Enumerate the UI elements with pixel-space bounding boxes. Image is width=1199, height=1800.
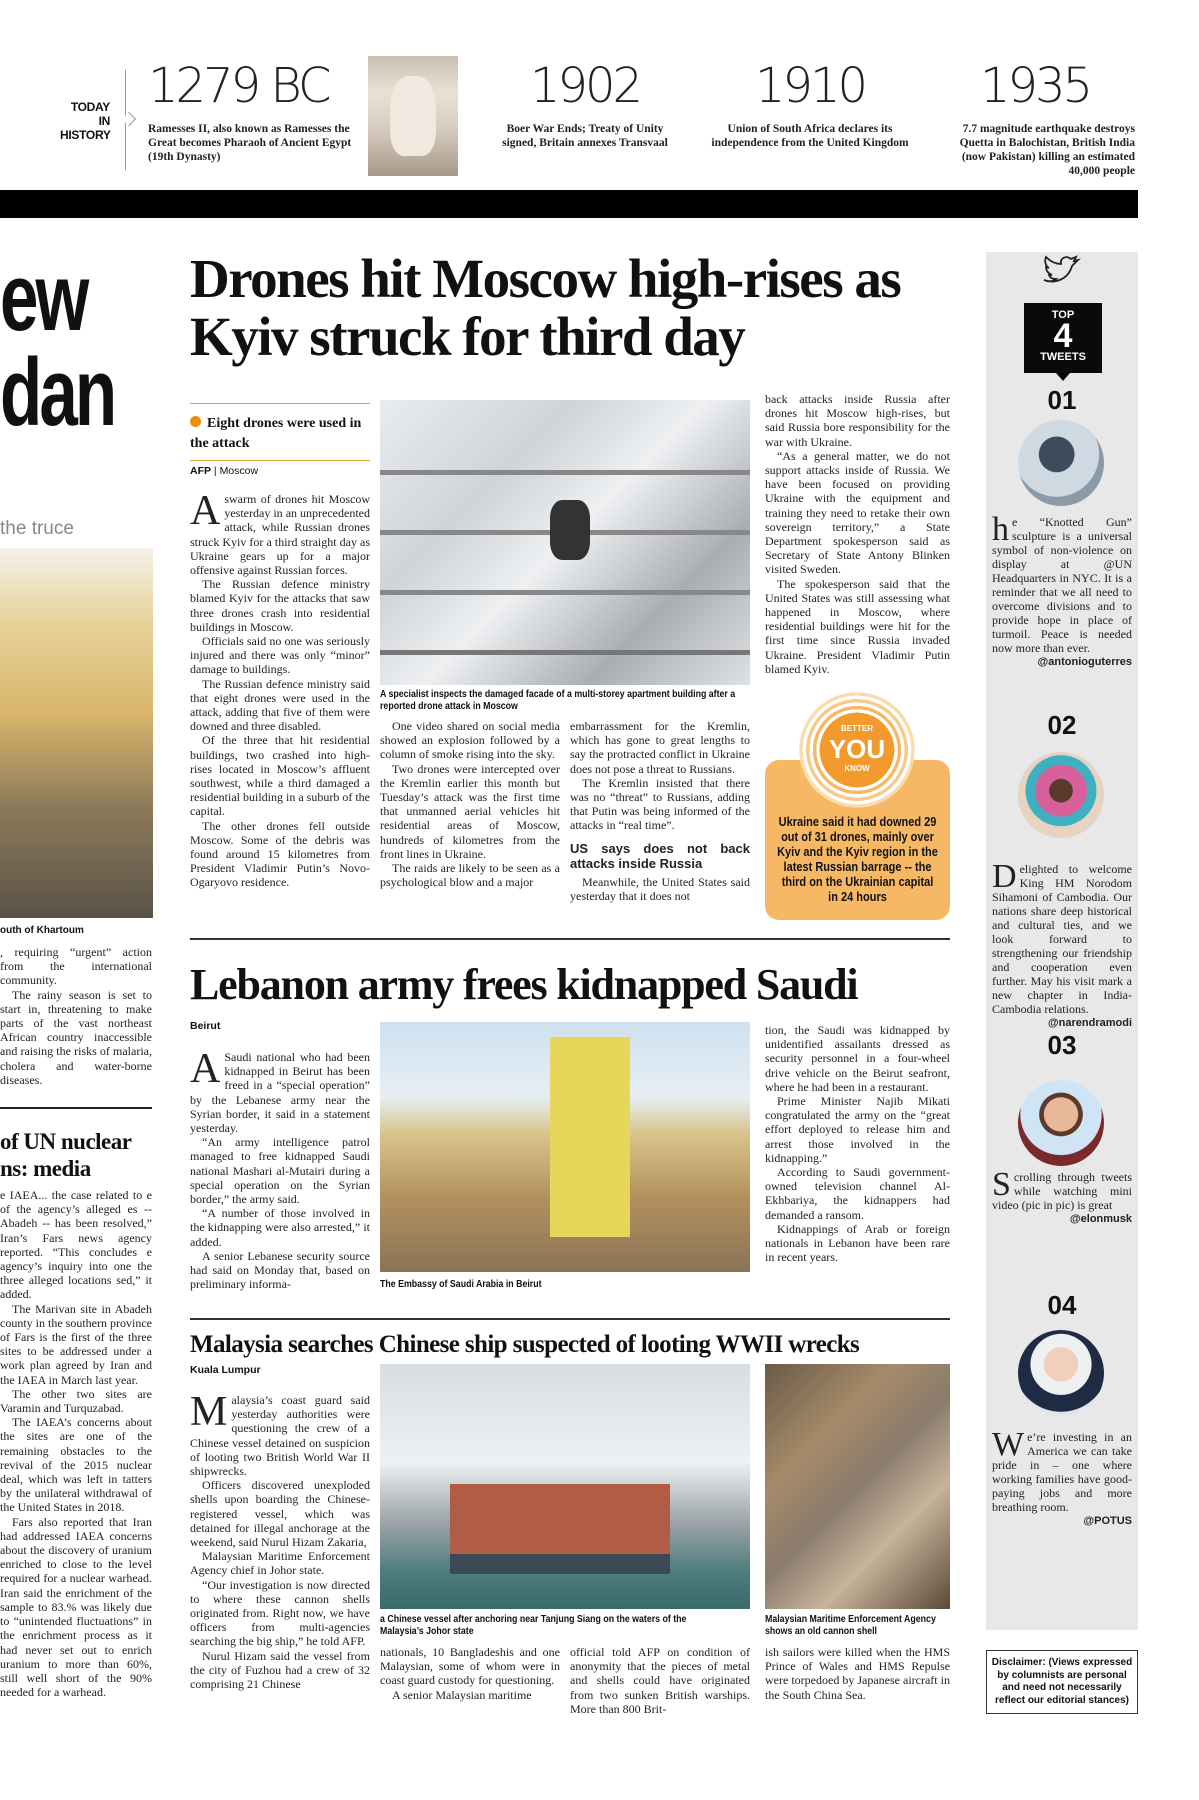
paragraph: The other drones fell outside Moscow. Some of the debris was found around 15 kilometres from President Vladimir Putin’s Novo-Ogaryovo residence. (190, 818, 370, 890)
tweet-body: elighted to welcome King HM Norodom Sihamoni of Cambodia. Our nations share deep historical and cultural ties, and we look forward to strengthening our friendship and cooperation even further. May his visit mark a new chapter in India-Cambodia relations. (992, 862, 1132, 1016)
event-year: 1279 BC (148, 58, 329, 114)
paragraph: Two drones were intercepted over the Kremlin earlier this month but Tuesday’s attack was the first time that unmanned aerial vehicles hit residential areas of Moscow, hundreds of kilometres from the front lines in Ukraine. (380, 761, 560, 861)
paragraph: Officers discovered unexploded shells upon boarding the Chinese-registered vessel, which was detained for illegal anchorage at the weekend, said Nurul Hizam Zakaria, (190, 1478, 370, 1550)
photo-caption: outh of Khartoum (0, 925, 84, 936)
twitter-bird-icon (1040, 254, 1084, 296)
fact-text: Ukraine said it had downed 29 out of 31 drones, mainly over Kyiv and the Kyiv region in the latest Russian barrage -- the third on the Ukrainian capital in 24 hours (777, 815, 938, 904)
disclaimer: Disclaimer: (Views expressed by columnists are personal and need not necessarily reflect our editorial stances) (986, 1650, 1138, 1714)
lebanon-col-1 (190, 1046, 370, 1292)
malaysia-col-2 (380, 1645, 560, 1702)
paragraph-text: alaysia’s coast guard said yesterday authorities were questioning the crew of a Chinese vessel detained on suspicion of looting two British World War II shipwrecks. (190, 1393, 370, 1479)
tweet-text (992, 511, 1132, 669)
badge-bottom: TWEETS (1040, 351, 1086, 363)
photo-caption: A specialist inspects the damaged facade of a multi-storey apartment building after a reported drone attack in Moscow (380, 689, 736, 712)
paragraph: A senior Lebanese security source had said on Monday that, based on preliminary informa- (190, 1248, 370, 1292)
dateline: Kuala Lumpur (190, 1364, 261, 1376)
paragraph: Officials said no one was seriously injured and there was only “minor” damage to buildings. (190, 634, 370, 677)
drop-cap: M (190, 1389, 228, 1435)
badge-bottom: KNOW (844, 764, 870, 773)
event-year: 1902 (529, 58, 641, 114)
byline-agency: AFP (190, 465, 211, 477)
paragraph: The IAEA’s concerns about the sites are one of the remaining obstacles to the revival of the 2015 nuclear deal, which was left in tatters by the unilateral withdrawal of the United States in 2018. (0, 1415, 152, 1515)
paragraph: Fars also reported that Iran had addressed IAEA concerns about the discovery of uranium enriched to close to the level required for a nuclear warhead. Iran said the enrichment of the sample to 83.% was likely due to “unintended fluctuations” in the enrichment process as it had never set out to enrich uranium to more than 60%, still well short of the 90% needed for a warhead. (0, 1514, 152, 1700)
section-bar (0, 190, 1138, 218)
paragraph: “As a general matter, we do not support attacks inside of Russia. We have been focused on providing Ukraine with the equipment and training they need to retake their own sovereign territory,” a State Department spokesperson said as Secretary of State Antony Blinken visited Sweden. (765, 448, 950, 577)
top-4-tweets-badge (1024, 303, 1102, 373)
left-story-body-2 (0, 1188, 152, 1699)
malaysia-col-4 (765, 1645, 950, 1702)
paragraph: official told AFP on condition of anonymity that the pieces of metal and shells could have originated from two sunken British warships. More than 800 Brit- (570, 1645, 750, 1716)
left-subhead: the truce (0, 518, 74, 539)
event-text: 7.7 magnitude earthquake destroys Quetta in Balochistan, British India (now Pakistan) killing an estimated 40,000 people (959, 123, 1135, 177)
tweet-body: e’re investing in an America we can take pride in – one where working families have good-paying jobs and more breathing room. (992, 1430, 1132, 1514)
event-text: Union of South Africa declares its independence from the United Kingdom (711, 123, 909, 149)
label-line: HISTORY (60, 128, 111, 142)
left-headline-2 (0, 1128, 131, 1182)
lebanon-col-2 (765, 1023, 950, 1264)
tweet-number: 01 (1047, 385, 1077, 415)
label-line: TODAY (70, 100, 110, 114)
history-event (935, 58, 1135, 178)
headline-line: ns: media (0, 1156, 91, 1181)
tweet-handle[interactable]: @narendramodi (1047, 1017, 1132, 1029)
photo-caption: The Embassy of Saudi Arabia in Beirut (380, 1279, 542, 1290)
event-text: Ramesses II, also known as Ramesses the Great becomes Pharaoh of Ancient Egypt (19th Dynasty) (148, 123, 352, 163)
paragraph (190, 1389, 370, 1479)
badge-top: BETTER (841, 724, 873, 733)
tweet-text (992, 1426, 1132, 1528)
badge-top: TOP (1051, 309, 1075, 321)
divider (190, 938, 950, 940)
headline-line: of UN nuclear (0, 1129, 132, 1154)
tweet-handle[interactable]: @POTUS (1083, 1515, 1132, 1527)
paragraph: The Marivan site in Abadeh county in the southern province of Fars is the first of the three sites to be addressed under a work plan agreed by Iran and the IAEA in March last year. (0, 1301, 152, 1387)
pull-quote-text: Eight drones were used in the attack (190, 416, 362, 451)
tweet-body: e “Knotted Gun” sculpture is a universal symbol of non-violence on display at @UN Headquarters in NYC. It is a reminder that we all need to overcome divisions and to provide hope in place of turmoil. Peace is needed now more than ever. (992, 515, 1132, 655)
paragraph: The raids are likely to be seen as a psychological blow and a major (380, 861, 560, 890)
drop-cap: A (190, 488, 221, 534)
paragraph: tion, the Saudi was kidnapped by unidentified assailants dressed as security personnel in a four-wheel drive vehicle on the Beirut seafront, where he had been in a restaurant. (765, 1023, 950, 1094)
byline: AFP | Moscow (190, 465, 259, 477)
drop-cap: S (992, 1166, 1011, 1203)
paragraph: The Kremlin insisted that there was no “threat” to Russians, adding that Putin was being informed of the attacks in “real time”. (570, 775, 750, 833)
malaysia-headline[interactable]: Malaysia searches Chinese ship suspected of looting WWII wrecks (190, 1331, 860, 1358)
paragraph: The rainy season is set to start in, threatening to make parts of the vast northeast African country inaccessible and raising the risks of malaria, cholera and water-borne diseases. (0, 987, 152, 1087)
main-headline[interactable]: Drones hit Moscow high-rises as Kyiv struck for third day (190, 248, 901, 367)
left-story-body (0, 945, 152, 1087)
drone-damage-photo (380, 400, 750, 685)
paragraph: e IAEA... the case related to e of the agency’s alleged es -- Abadeh -- has been resolved,” Iran’s Fars news agency reported. “This concludes e agency’s inquiry into one the three alleged locations sed,” it added. (0, 1188, 152, 1302)
event-text: Boer War Ends; Treaty of Unity signed, Britain annexes Transvaal (502, 123, 668, 149)
paragraph: One video shared on social media showed an explosion followed by a column of smoke rising into the sky. (380, 719, 560, 762)
main-col-4 (765, 392, 950, 676)
tweet-handle[interactable]: @elonmusk (1069, 1213, 1132, 1225)
paragraph: Kidnappings of Arab or foreign nationals in Lebanon have been rare in recent years. (765, 1221, 950, 1265)
chinese-vessel-photo (380, 1364, 750, 1609)
drop-cap: D (992, 858, 1017, 895)
subhead: US says does not back attacks inside Russia (570, 840, 750, 871)
paragraph: “An army intelligence patrol managed to free kidnapped Saudi national Mashari al-Mutairi during a special operation on the Syrian border,” the army said. (190, 1135, 370, 1207)
tweet-body: crolling through tweets while watching mini video (pic in pic) is great (992, 1170, 1132, 1212)
tweet-avatar[interactable] (1018, 1330, 1104, 1416)
photo-caption: Malaysian Maritime Enforcement Agency shows an old cannon shell (765, 1614, 936, 1637)
event-year: 1910 (754, 58, 866, 114)
paragraph-text: swarm of drones hit Moscow yesterday in an unprecedented attack, while Russian drones struck Kyiv for a third straight day as Ukraine gears up for a major offensive against Russian forces. (190, 492, 370, 578)
paragraph: Prime Minister Najib Mikati congratulated the army on the “great effort deployed to release him and arrest those involved in the kidnapping.” (765, 1094, 950, 1165)
left-headline (0, 244, 115, 446)
tweet-text (992, 1166, 1132, 1226)
today-in-history-label (60, 100, 110, 142)
malaysia-col-3 (570, 1645, 750, 1716)
tweet-avatar[interactable] (1018, 752, 1104, 838)
pull-quote (190, 403, 370, 461)
paragraph: According to Saudi government-owned television channel Al-Ekhbariya, the kidnappers had demanded a ransom. (765, 1165, 950, 1222)
tweet-number: 04 (1047, 1290, 1077, 1320)
bullet-dot-icon (190, 416, 201, 427)
tweet-number: 03 (1047, 1030, 1077, 1060)
main-col-3 (570, 719, 750, 903)
drop-cap: W (992, 1426, 1025, 1463)
history-event (148, 58, 358, 164)
headline-line: dan (0, 339, 115, 446)
paragraph: The Russian defence ministry said that eight drones were used in the attack, adding that five of them were downed and three disabled. (190, 676, 370, 734)
paragraph (190, 488, 370, 578)
paragraph: Nurul Hizam said the vessel from the city of Fuzhou had a crew of 32 comprising 21 Chinese (190, 1648, 370, 1692)
khartoum-photo (0, 548, 153, 918)
paragraph: , requiring “urgent” action from the international community. (0, 945, 152, 988)
photo-caption: a Chinese vessel after anchoring near Tanjung Siang on the waters of the Malaysia’s Johor state (380, 1614, 687, 1637)
headline-line: ew (0, 244, 87, 351)
paragraph: The spokesperson said that the United States was still assessing what happened in Moscow, where residential buildings were hit for the first time since Russia invaded Ukraine. President Vladimir Putin blamed Kyiv. (765, 576, 950, 676)
paragraph: Of the three that hit residential buildings, two crashed into high-rises located in Moscow’s affluent southwest, while a third damaged a residential building in a suburb of the capital. (190, 733, 370, 819)
divider (0, 1107, 152, 1109)
history-event (490, 58, 680, 150)
tweet-handle[interactable]: @antonioguterres (1037, 656, 1132, 668)
paragraph (190, 1046, 370, 1136)
paragraph: Malaysian Maritime Enforcement Agency chief in Johor state. (190, 1549, 370, 1578)
main-col-1 (190, 488, 370, 890)
main-col-2 (380, 719, 560, 889)
tweet-text (992, 858, 1132, 1030)
paragraph: The other two sites are Varamin and Turquzabad. (0, 1386, 152, 1416)
tweet-avatar[interactable] (1018, 1080, 1104, 1166)
event-year: 1935 (979, 58, 1091, 114)
history-event (700, 58, 920, 150)
tweet-number: 02 (1047, 710, 1077, 740)
dateline: Beirut (190, 1020, 221, 1032)
drop-cap: h (992, 511, 1009, 548)
paragraph: “A number of those involved in the kidnapping were also arrested,” it added. (190, 1206, 370, 1249)
paragraph: embarrassment for the Kremlin, which has gone to great lengths to say the protracted conflict in Ukraine does not pose a threat to Russians. (570, 719, 750, 776)
cannon-shell-photo (765, 1364, 950, 1609)
byline-place: Moscow (219, 465, 259, 477)
paragraph: The Russian defence ministry blamed Kyiv for the attacks that saw three drones crash into residential buildings in Moscow. (190, 577, 370, 634)
paragraph-text: Saudi national who had been kidnapped in Beirut has been freed in a “special operation” by the Lebanese army near the Syrian border, it said in a statement yesterday. (190, 1050, 370, 1136)
badge-num: 4 (1053, 317, 1073, 355)
malaysia-col-1 (190, 1389, 370, 1692)
tweet-avatar[interactable] (1018, 420, 1104, 506)
label-line: IN (98, 114, 110, 128)
paragraph: A senior Malaysian maritime (392, 1687, 532, 1702)
paragraph: back attacks inside Russia after drones hit Moscow high-rises, but said Russia bore responsibility for the war with Ukraine. (765, 392, 950, 449)
better-you-know-box (765, 690, 950, 920)
saudi-embassy-photo (380, 1022, 750, 1272)
paragraph: Meanwhile, the United States said yesterday that it does not (570, 874, 750, 903)
divider (190, 1318, 950, 1320)
better-you-know-badge (797, 690, 917, 810)
lebanon-headline[interactable]: Lebanon army frees kidnapped Saudi (190, 960, 858, 1009)
paragraph: nationals, 10 Bangladeshis and one Malaysian, some of whom were in coast guard custody for questioning. (380, 1645, 560, 1688)
ramesses-photo (368, 56, 458, 176)
paragraph: “Our investigation is now directed to where these cannon shells originated from. Right now, we have officers from multi-agencies searching the big ship,” he told AFP. (190, 1577, 370, 1649)
paragraph: ish sailors were killed when the HMS Prince of Wales and HMS Repulse were torpedoed by Japanese aircraft in the South China Sea. (765, 1645, 950, 1702)
drop-cap: A (190, 1046, 221, 1092)
badge-mid: YOU (828, 734, 886, 764)
